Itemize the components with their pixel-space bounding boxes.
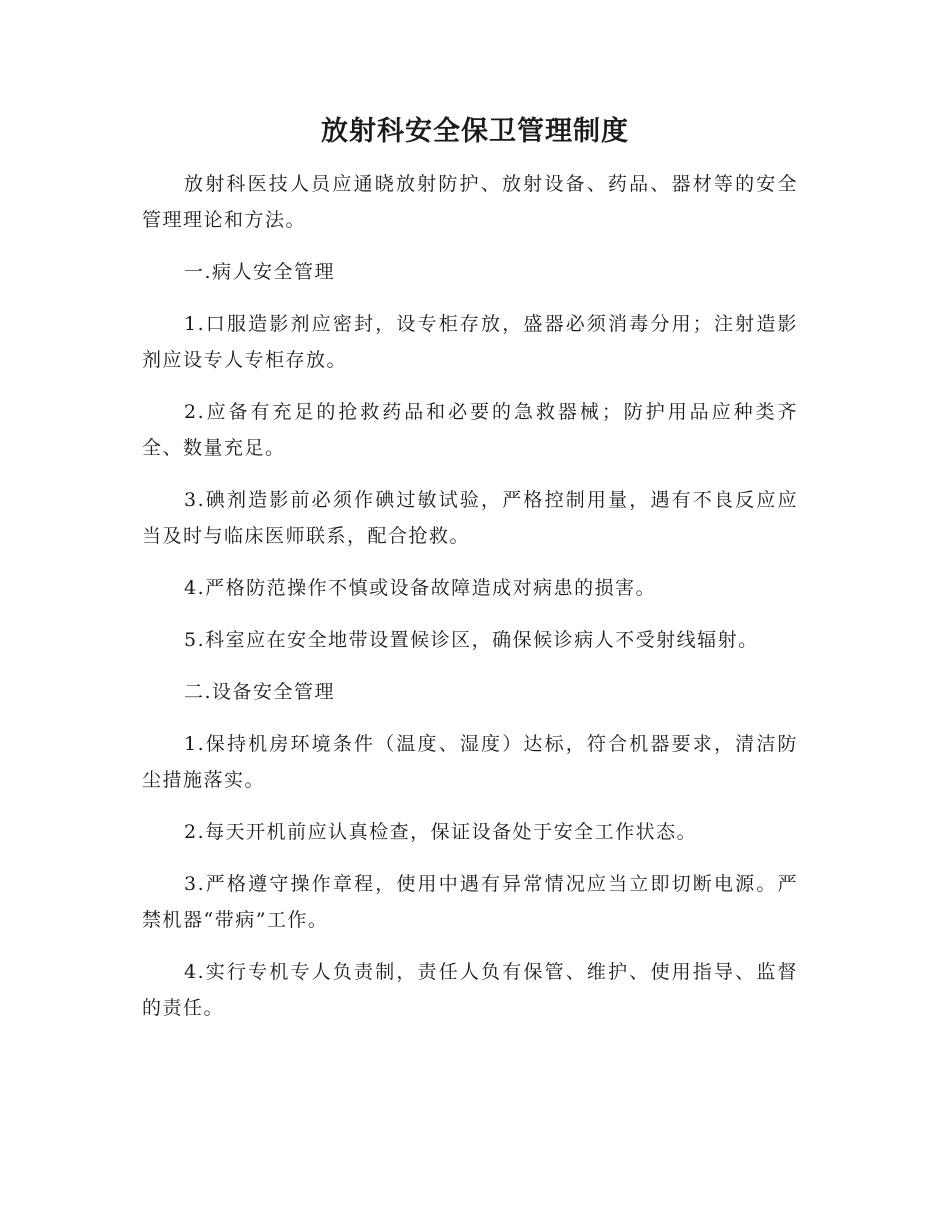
patient-item-2: 2.应备有充足的抢救药品和必要的急救器械；防护用品应种类齐全、数量充足。 <box>142 401 798 459</box>
equipment-item-1: 1.保持机房环境条件（温度、湿度）达标，符合机器要求，清洁防尘措施落实。 <box>142 733 798 791</box>
document-title: 放射科安全保卫管理制度 <box>321 116 629 147</box>
intro-paragraph: 放射科医技人员应通晓放射防护、放射设备、药品、器材等的安全管理理论和方法。 <box>142 173 798 231</box>
equipment-item-3: 3.严格遵守操作章程，使用中遇有异常情况应当立即切断电源。严禁机器“带病”工作。 <box>142 873 798 931</box>
patient-item-4: 4.严格防范操作不慎或设备故障造成对病患的损害。 <box>184 577 657 599</box>
patient-item-1: 1.口服造影剂应密封，设专柜存放，盛器必须消毒分用；注射造影剂应设专人专柜存放。 <box>142 313 798 371</box>
equipment-item-4: 4.实行专机专人负责制，责任人负有保管、维护、使用指导、监督的责任。 <box>142 961 798 1019</box>
section-heading-equipment-safety: 二.设备安全管理 <box>184 681 336 703</box>
patient-item-5: 5.科室应在安全地带设置候诊区，确保候诊病人不受射线辐射。 <box>184 629 759 651</box>
document-body <box>142 166 798 1026</box>
patient-item-3: 3.碘剂造影前必须作碘过敏试验，严格控制用量，遇有不良反应应当及时与临床医师联系，配合抢救。 <box>142 489 798 547</box>
section-heading-patient-safety: 一.病人安全管理 <box>184 261 336 283</box>
equipment-item-2: 2.每天开机前应认真检查，保证设备处于安全工作状态。 <box>184 821 698 843</box>
